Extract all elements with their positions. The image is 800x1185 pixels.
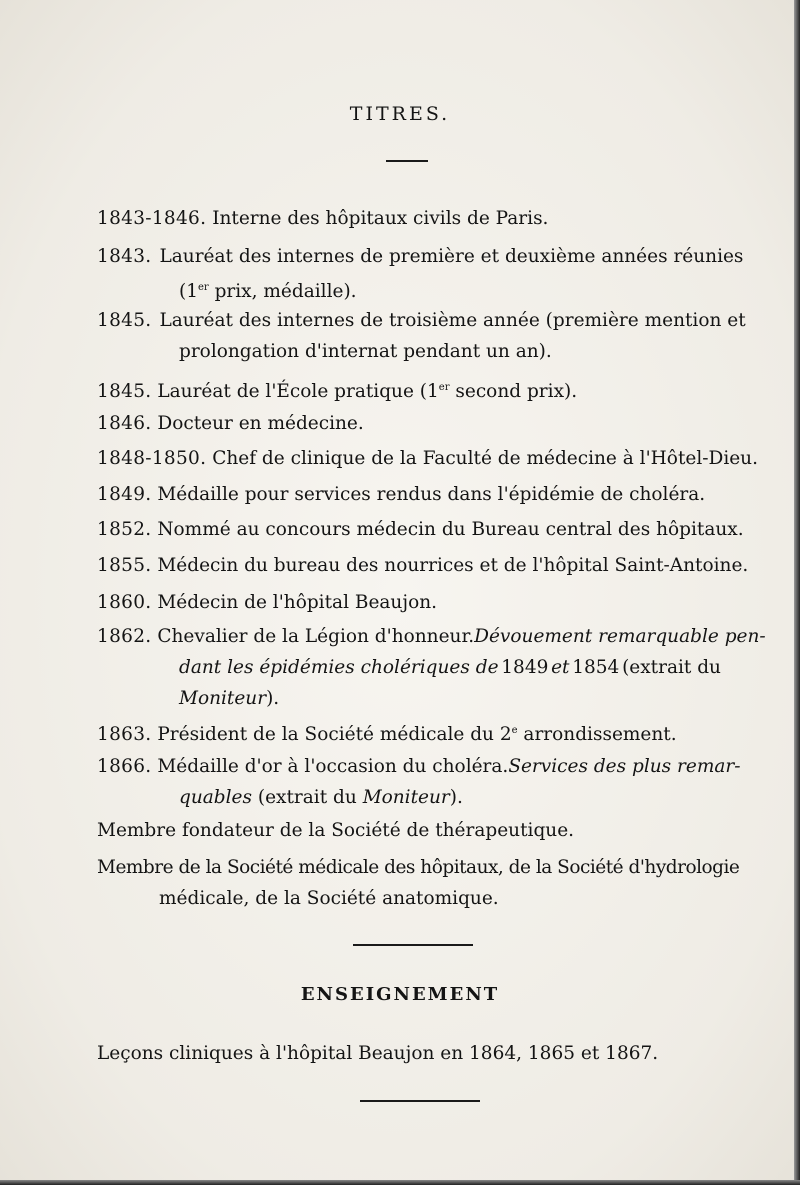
text-extrait: (extrait du — [622, 657, 721, 678]
membre-text: Membre fondateur de la Société de thérapeutique. — [97, 820, 575, 841]
entry-text: Médaille d'or à l'occasion du choléra. — [157, 756, 509, 777]
entry-1846 — [97, 408, 727, 439]
membre-societes — [97, 852, 740, 914]
text-extrait: (extrait du — [257, 787, 357, 808]
entry-1862 — [97, 621, 766, 714]
year-1865: 1865 — [527, 1043, 575, 1064]
entry-text — [157, 724, 676, 745]
enseignement-text: Leçons cliniques à l'hôpital Beaujon en — [97, 1043, 464, 1064]
entry-1855 — [97, 550, 749, 581]
section-divider — [353, 944, 473, 946]
entry-1860 — [97, 587, 727, 618]
italic-moniteur: Moniteur — [362, 787, 450, 808]
closing: ). — [449, 787, 463, 808]
text-post: arrondissement. — [517, 724, 677, 746]
scan-edge-right — [794, 0, 800, 1185]
entry-year: 1848-1850. — [97, 448, 207, 469]
titres-heading: TITRES. — [349, 103, 451, 125]
entry-year: 1843. — [97, 246, 152, 267]
cont-post: prix, médaille). — [208, 281, 357, 303]
scan-edge-bottom — [0, 1180, 800, 1185]
entry-text — [157, 381, 577, 402]
entry-continuation — [97, 782, 727, 813]
entry-continuation: prolongation d'internat pendant un an). — [179, 341, 552, 362]
year-a: 1849 — [501, 657, 549, 678]
entry-year: 1866. — [97, 756, 152, 777]
entry-line — [97, 751, 741, 782]
entry-text: Médecin du bureau des nourrices et de l'hôpital Saint-Antoine. — [157, 555, 749, 576]
entry-text: Chevalier de la Légion d'honneur. — [157, 626, 475, 647]
ordinal-sup: er — [198, 282, 209, 293]
entry-1852 — [97, 514, 744, 545]
year-1867: 1867. — [605, 1043, 659, 1064]
conjunction: et — [580, 1043, 600, 1064]
enseignement-line — [97, 1038, 727, 1069]
membre-text: Membre de la Société médicale des hôpitaux, de la Société d'hydrologie — [97, 857, 740, 878]
entry-year: 1843-1846. — [97, 208, 207, 229]
italic-quables: quables — [179, 787, 252, 808]
italic-b: et — [551, 657, 570, 678]
entry-year: 1845. — [97, 310, 152, 331]
entry-italic: Dévouement remarquable pen- — [474, 626, 766, 647]
year-1864: 1864 — [469, 1043, 517, 1064]
entry-year: 1846. — [97, 413, 152, 434]
entry-year: 1862. — [97, 626, 152, 647]
entry-italic: Services des plus remar- — [508, 756, 741, 777]
entry-text: Lauréat des internes de première et deuxième années réunies — [159, 246, 744, 267]
entry-continuation — [97, 652, 721, 683]
entry-continuation — [97, 272, 727, 307]
italic-moniteur: Moniteur — [179, 688, 267, 709]
entry-1843 — [97, 241, 744, 307]
entry-continuation-2 — [97, 683, 727, 714]
entry-line-start — [97, 621, 474, 652]
italic-a: dant les épidémies cholériques de — [179, 657, 499, 678]
titres-rule — [386, 160, 428, 162]
entry-text: Nommé au concours médecin du Bureau central des hôpitaux. — [157, 519, 744, 540]
entry-year: 1845. — [97, 381, 152, 403]
membre-fondateur — [97, 815, 727, 846]
entry-text: Médaille pour services rendus dans l'épidémie de choléra. — [157, 484, 706, 505]
entry-line — [97, 305, 746, 336]
entry-year: 1849. — [97, 484, 152, 505]
entry-text: Interne des hôpitaux civils de Paris. — [212, 208, 549, 229]
entry-text: Médecin de l'hôpital Beaujon. — [157, 592, 438, 613]
membre-continuation: médicale, de la Société anatomique. — [159, 888, 499, 909]
entry-1848-1850 — [97, 443, 758, 474]
entry-1849 — [97, 479, 727, 510]
entry-line-start — [97, 751, 508, 782]
ordinal-sup: er — [438, 382, 450, 393]
ordinal-sup: e — [511, 725, 518, 736]
entry-1843-1846 — [97, 203, 727, 234]
comma: , — [516, 1043, 523, 1064]
entry-text: Lauréat des internes de troisième année (première mention et — [159, 310, 746, 331]
enseignement-heading: ENSEIGNEMENT — [300, 984, 500, 1005]
entry-text: Chef de clinique de la Faculté de médecine à l'Hôtel-Dieu. — [212, 448, 758, 469]
entry-1845-a — [97, 305, 746, 367]
year-b: 1854 — [572, 657, 620, 678]
cont-pre: (1 — [179, 281, 198, 303]
entry-year: 1863. — [97, 724, 152, 746]
entry-line — [97, 241, 744, 272]
entry-1863 — [97, 715, 727, 750]
entry-year: 1860. — [97, 592, 152, 613]
entry-line — [97, 621, 766, 652]
text-post: second prix). — [449, 381, 578, 403]
entry-1845-b — [97, 372, 727, 407]
text-pre: Lauréat de l'École pratique (1 — [157, 381, 439, 403]
entry-1866 — [97, 751, 741, 813]
entry-year: 1852. — [97, 519, 152, 540]
closing: ). — [266, 688, 280, 709]
text-pre: Président de la Société médicale du 2 — [157, 724, 512, 746]
entry-text: Docteur en médecine. — [157, 413, 364, 434]
closing-rule — [360, 1100, 480, 1102]
entry-year: 1855. — [97, 555, 152, 576]
